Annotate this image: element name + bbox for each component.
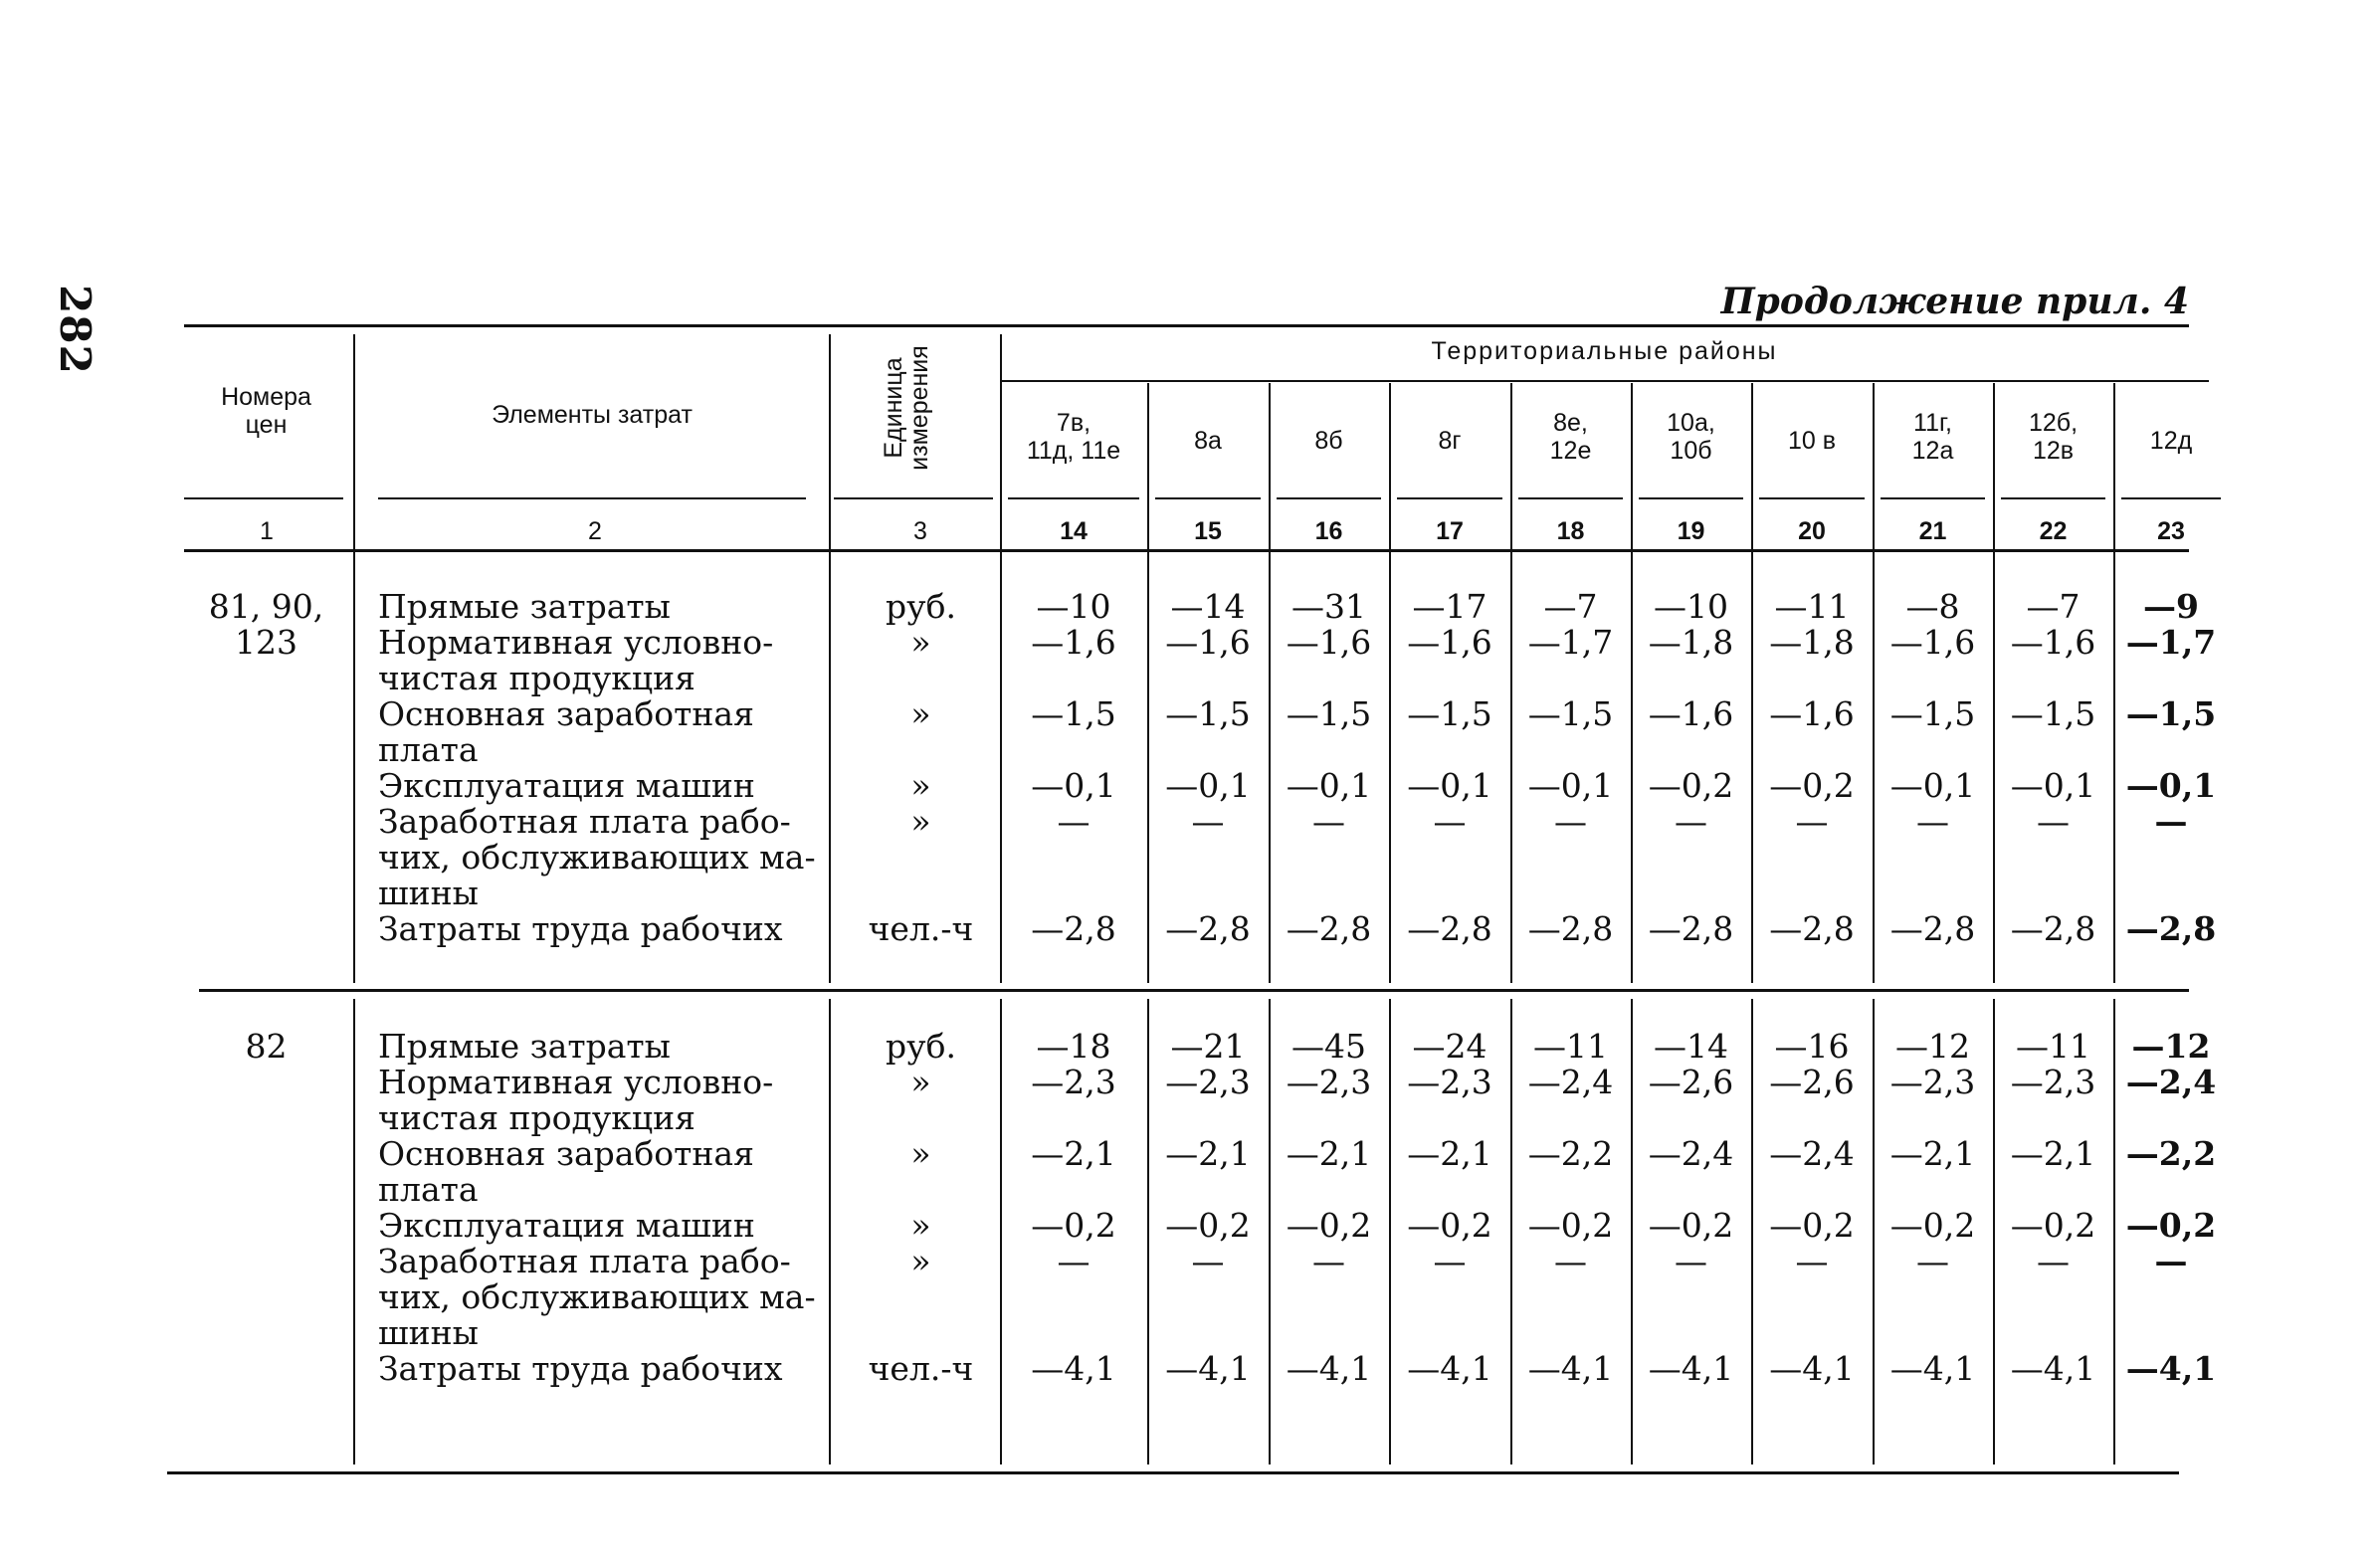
value-cell: —2,1 (1031, 1134, 1116, 1173)
value-cell: — (2154, 1242, 2188, 1280)
cost-element-label: плата (378, 1170, 479, 1209)
value-cell: —2,6 (1769, 1063, 1855, 1101)
value-cell: —2,8 (1769, 909, 1855, 948)
value-cell: —2,3 (1031, 1063, 1116, 1101)
value-cell: —2,4 (1648, 1134, 1734, 1173)
subheader-rule (1881, 497, 1985, 499)
district-header: 12в (2032, 437, 2075, 465)
value-cell: —10 (1654, 587, 1728, 626)
district-header: 10а, (1667, 409, 1715, 437)
group-separator-rule (199, 989, 2189, 992)
district-divider (2113, 383, 2115, 983)
district-header: 8г (1438, 427, 1462, 455)
cost-element-label: Затраты труда рабочих (378, 1349, 783, 1388)
column-divider (829, 999, 831, 1464)
value-cell: — (1191, 1242, 1225, 1280)
value-cell: —4,1 (1286, 1349, 1372, 1388)
value-cell: —0,1 (1527, 766, 1614, 805)
subheader-rule (2001, 497, 2105, 499)
value-cell: —1,6 (1889, 623, 1976, 662)
subheader-rule (1639, 497, 1743, 499)
value-cell: —4,1 (1031, 1349, 1116, 1388)
value-cell: —7 (2026, 587, 2081, 626)
value-cell: —1,7 (2125, 623, 2217, 662)
unit-cell: чел.-ч (868, 1349, 974, 1388)
bottom-rule (167, 1471, 2179, 1474)
column-number: 22 (2039, 517, 2068, 545)
value-cell: —2,8 (1527, 909, 1614, 948)
column-number: 17 (1436, 517, 1464, 545)
value-cell: — (1916, 1242, 1949, 1280)
value-cell: —0,1 (1407, 766, 1492, 805)
unit-cell: » (910, 1063, 931, 1101)
value-cell: — (1057, 802, 1091, 841)
value-cell: — (1057, 1242, 1091, 1280)
value-cell: —2,4 (1527, 1063, 1614, 1101)
value-cell: —9 (2143, 587, 2199, 626)
district-divider (1147, 383, 1149, 983)
value-cell: —0,2 (1648, 1206, 1734, 1245)
value-cell: —2,6 (1648, 1063, 1734, 1101)
cost-element-label: Эксплуатация машин (378, 1206, 755, 1245)
column-number: 1 (260, 517, 274, 545)
district-divider (1873, 383, 1875, 983)
value-cell: —0,1 (2125, 766, 2217, 805)
value-cell: — (1916, 802, 1949, 841)
value-cell: —2,4 (2125, 1063, 2217, 1101)
value-cell: —1,5 (1286, 694, 1372, 733)
column-number: 19 (1677, 517, 1705, 545)
value-cell: —0,2 (1527, 1206, 1614, 1245)
value-cell: —2,3 (2010, 1063, 2096, 1101)
value-cell: —1,6 (1648, 694, 1734, 733)
unit-cell: » (910, 1134, 931, 1173)
value-cell: —11 (1533, 1027, 1608, 1066)
cost-element-label: чистая продукция (378, 659, 695, 697)
value-cell: —1,7 (1527, 623, 1614, 662)
column-divider (829, 334, 831, 983)
column-number: 16 (1314, 517, 1343, 545)
subheader-rule (378, 497, 806, 499)
value-cell: — (1433, 802, 1467, 841)
district-header: 8б (1314, 427, 1343, 455)
value-cell: —2,3 (1407, 1063, 1492, 1101)
value-cell: —12 (2131, 1027, 2211, 1066)
value-cell: —2,8 (2010, 909, 2096, 948)
value-cell: —2,8 (1031, 909, 1116, 948)
value-cell: —1,6 (2010, 623, 2096, 662)
value-cell: —1,5 (2125, 694, 2217, 733)
column-number: 21 (1918, 517, 1947, 545)
price-number: 123 (235, 623, 298, 662)
district-header: 8е, (1553, 409, 1588, 437)
value-cell: —4,1 (1407, 1349, 1492, 1388)
value-cell: —0,2 (1407, 1206, 1492, 1245)
value-cell: —1,6 (1407, 623, 1492, 662)
value-cell: —2,3 (1286, 1063, 1372, 1101)
value-cell: —14 (1654, 1027, 1728, 1066)
value-cell: —0,2 (2010, 1206, 2096, 1245)
value-cell: —0,2 (2125, 1206, 2217, 1245)
value-cell: —0,2 (1165, 1206, 1251, 1245)
unit-cell: » (910, 623, 931, 662)
district-divider (1510, 383, 1512, 983)
value-cell: —2,1 (1889, 1134, 1976, 1173)
page-number: 282 (51, 285, 99, 375)
value-cell: —31 (1291, 587, 1366, 626)
value-cell: —2,1 (1165, 1134, 1251, 1173)
column-divider (353, 999, 355, 1464)
district-header: 7в, (1056, 409, 1091, 437)
value-cell: —2,8 (1407, 909, 1492, 948)
value-cell: —1,5 (1165, 694, 1251, 733)
value-cell: —1,5 (1031, 694, 1116, 733)
value-cell: —1,5 (1889, 694, 1976, 733)
value-cell: —2,2 (2125, 1134, 2217, 1173)
value-cell: —17 (1412, 587, 1488, 626)
column-number: 15 (1194, 517, 1222, 545)
value-cell: —10 (1036, 587, 1111, 626)
value-cell: —4,1 (1648, 1349, 1734, 1388)
value-cell: —4,1 (2010, 1349, 2096, 1388)
value-cell: —1,6 (1769, 694, 1855, 733)
value-cell: —2,1 (2010, 1134, 2096, 1173)
subheader-rule (1397, 497, 1502, 499)
column-divider (353, 334, 355, 983)
value-cell: —4,1 (2125, 1349, 2217, 1388)
value-cell: — (1312, 1242, 1345, 1280)
value-cell: — (1312, 802, 1345, 841)
district-header: 10 в (1787, 427, 1837, 455)
cost-element-label: чистая продукция (378, 1098, 695, 1137)
unit-cell: » (910, 802, 931, 841)
value-cell: —2,3 (1889, 1063, 1976, 1101)
value-cell: —1,5 (2010, 694, 2096, 733)
subheader-rule (2121, 497, 2221, 499)
unit-cell: » (910, 694, 931, 733)
subheader-rule (1759, 497, 1865, 499)
cost-element-label: шины (378, 874, 479, 912)
cost-element-label: чих, обслуживающих ма- (378, 838, 816, 877)
value-cell: —0,1 (2010, 766, 2096, 805)
value-cell: — (1675, 1242, 1707, 1280)
price-number: 81, 90, (208, 587, 324, 626)
district-divider (1389, 383, 1391, 983)
column-divider (1000, 999, 1002, 1464)
table-caption: Продолжение прил. 4 (1720, 281, 2189, 322)
cost-element-label: Заработная плата рабо- (378, 1242, 791, 1280)
value-cell: —4,1 (1889, 1349, 1976, 1388)
cost-element-label: Затраты труда рабочих (378, 909, 783, 948)
value-cell: — (2037, 802, 2070, 841)
column-number: 20 (1798, 517, 1826, 545)
column-number: 2 (588, 517, 602, 545)
cost-element-label: Прямые затраты (378, 587, 671, 626)
cost-element-label: чих, обслуживающих ма- (378, 1277, 816, 1316)
value-cell: —2,1 (1407, 1134, 1492, 1173)
cost-element-label: Нормативная условно- (378, 1063, 774, 1101)
unit-cell: » (910, 1206, 931, 1245)
header-price-numbers: Номера цен (221, 383, 311, 439)
value-cell: —1,6 (1286, 623, 1372, 662)
unit-cell: чел.-ч (868, 909, 974, 948)
value-cell: —21 (1170, 1027, 1246, 1066)
cost-element-label: Основная заработная (378, 1134, 754, 1173)
value-cell: —18 (1036, 1027, 1111, 1066)
district-header: 12д (2149, 427, 2193, 455)
unit-cell: » (910, 766, 931, 805)
value-cell: —2,8 (2125, 909, 2217, 948)
cost-element-label: плата (378, 730, 479, 769)
subheader-rule (1008, 497, 1139, 499)
value-cell: —1,6 (1031, 623, 1116, 662)
value-cell: —8 (1905, 587, 1960, 626)
district-header: 12б, (2028, 409, 2079, 437)
cost-element-label: шины (378, 1313, 479, 1352)
value-cell: —14 (1170, 587, 1246, 626)
value-cell: —0,2 (1648, 766, 1734, 805)
value-cell: —7 (1543, 587, 1598, 626)
value-cell: —1,8 (1648, 623, 1734, 662)
value-cell: —0,2 (1286, 1206, 1372, 1245)
subheader-rule (1277, 497, 1381, 499)
top-rule (184, 324, 2189, 327)
header-territorial-districts: Территориальные районы (1431, 337, 1778, 365)
value-cell: —2,1 (1286, 1134, 1372, 1173)
unit-cell: руб. (886, 587, 956, 626)
value-cell: —12 (1895, 1027, 1970, 1066)
value-cell: —2,8 (1165, 909, 1251, 948)
value-cell: —11 (2016, 1027, 2090, 1066)
value-cell: —2,4 (1769, 1134, 1855, 1173)
value-cell: — (2037, 1242, 2070, 1280)
value-cell: — (2154, 802, 2188, 841)
column-number-rule (184, 549, 2189, 552)
value-cell: —2,8 (1648, 909, 1734, 948)
district-header: 10б (1670, 437, 1712, 465)
district-divider (1631, 383, 1633, 983)
value-cell: —0,2 (1889, 1206, 1976, 1245)
value-cell: — (1554, 802, 1587, 841)
value-cell: —45 (1291, 1027, 1366, 1066)
district-divider (1269, 383, 1271, 983)
column-number: 23 (2157, 517, 2185, 545)
cost-element-label: Нормативная условно- (378, 623, 774, 662)
value-cell: — (1795, 802, 1829, 841)
unit-cell: руб. (886, 1027, 956, 1066)
value-cell: — (1191, 802, 1225, 841)
value-cell: —1,8 (1769, 623, 1855, 662)
value-cell: — (1795, 1242, 1829, 1280)
value-cell: —2,8 (1286, 909, 1372, 948)
value-cell: —0,2 (1769, 1206, 1855, 1245)
value-cell: — (1433, 1242, 1467, 1280)
unit-cell: » (910, 1242, 931, 1280)
value-cell: —2,3 (1165, 1063, 1251, 1101)
value-cell: —2,2 (1527, 1134, 1614, 1173)
value-cell: —0,2 (1031, 1206, 1116, 1245)
value-cell: —16 (1774, 1027, 1850, 1066)
cost-element-label: Основная заработная (378, 694, 754, 733)
district-header: 8а (1194, 427, 1222, 455)
cost-element-label: Заработная плата рабо- (378, 802, 791, 841)
district-divider (1751, 383, 1753, 983)
value-cell: —0,1 (1286, 766, 1372, 805)
price-number: 82 (245, 1027, 288, 1066)
cost-element-label: Прямые затраты (378, 1027, 671, 1066)
column-number: 14 (1060, 517, 1088, 545)
value-cell: —1,6 (1165, 623, 1251, 662)
value-cell: —0,1 (1031, 766, 1116, 805)
district-divider (1993, 383, 1995, 983)
district-header: 12е (1549, 437, 1592, 465)
district-header: 11г, (1913, 409, 1952, 437)
subheader-rule (834, 497, 993, 499)
value-cell: —11 (1774, 587, 1850, 626)
header-unit: Единица измерения (880, 345, 934, 471)
subheader-rule (1155, 497, 1261, 499)
subheader-rule (184, 497, 343, 499)
district-header: 11д, 11е (1026, 437, 1121, 465)
cost-element-label: Эксплуатация машин (378, 766, 755, 805)
value-cell: — (1675, 802, 1707, 841)
value-cell: — (1554, 1242, 1587, 1280)
districts-header-rule (1000, 380, 2209, 382)
column-number: 18 (1556, 517, 1585, 545)
header-cost-elements: Элементы затрат (492, 401, 693, 429)
value-cell: —4,1 (1769, 1349, 1855, 1388)
value-cell: —4,1 (1527, 1349, 1614, 1388)
district-header: 12а (1911, 437, 1954, 465)
value-cell: —1,5 (1407, 694, 1492, 733)
value-cell: —0,2 (1769, 766, 1855, 805)
value-cell: —1,5 (1527, 694, 1614, 733)
value-cell: —0,1 (1889, 766, 1976, 805)
value-cell: —4,1 (1165, 1349, 1251, 1388)
subheader-rule (1518, 497, 1623, 499)
column-number: 3 (913, 517, 927, 545)
value-cell: —24 (1412, 1027, 1488, 1066)
value-cell: —2,8 (1889, 909, 1976, 948)
value-cell: —0,1 (1165, 766, 1251, 805)
